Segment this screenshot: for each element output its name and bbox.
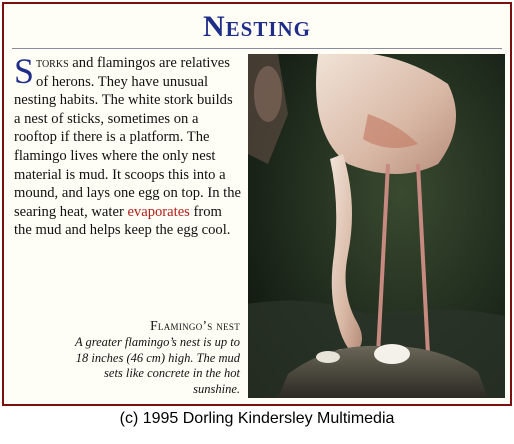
title-divider bbox=[12, 48, 502, 49]
body-paragraph bbox=[14, 51, 242, 240]
body-text-part-1: and flamingos are relatives of herons. They have unusual nesting habits. The white stork builds a nest of sticks, sometimes on a rooftop if there is a platform. The flamingo lives where the only nest material is mud. It scoops this into a mound, and lays one egg on top. In the searing heat, water bbox=[14, 55, 241, 220]
lead-word: torks bbox=[36, 55, 69, 71]
page-title: Nesting bbox=[202, 10, 312, 43]
copyright-footer: (c) 1995 Dorling Kindersley Multimedia bbox=[119, 410, 395, 427]
glossary-link-evaporates[interactable]: evaporates bbox=[127, 203, 190, 220]
flamingo-illustration bbox=[248, 54, 505, 398]
drop-cap: S bbox=[14, 51, 35, 91]
caption-text: A greater flamingo’s nest is up to 18 inches (46 cm) high. The mud sets like concrete in the hot sunshine. bbox=[74, 335, 240, 396]
page-frame bbox=[2, 2, 512, 406]
body-text-part-2: from the mud and helps keep the egg cool. bbox=[14, 203, 231, 239]
flamingo-nest-photo bbox=[248, 54, 505, 398]
caption-title: Flamingo’s nest bbox=[150, 318, 240, 333]
